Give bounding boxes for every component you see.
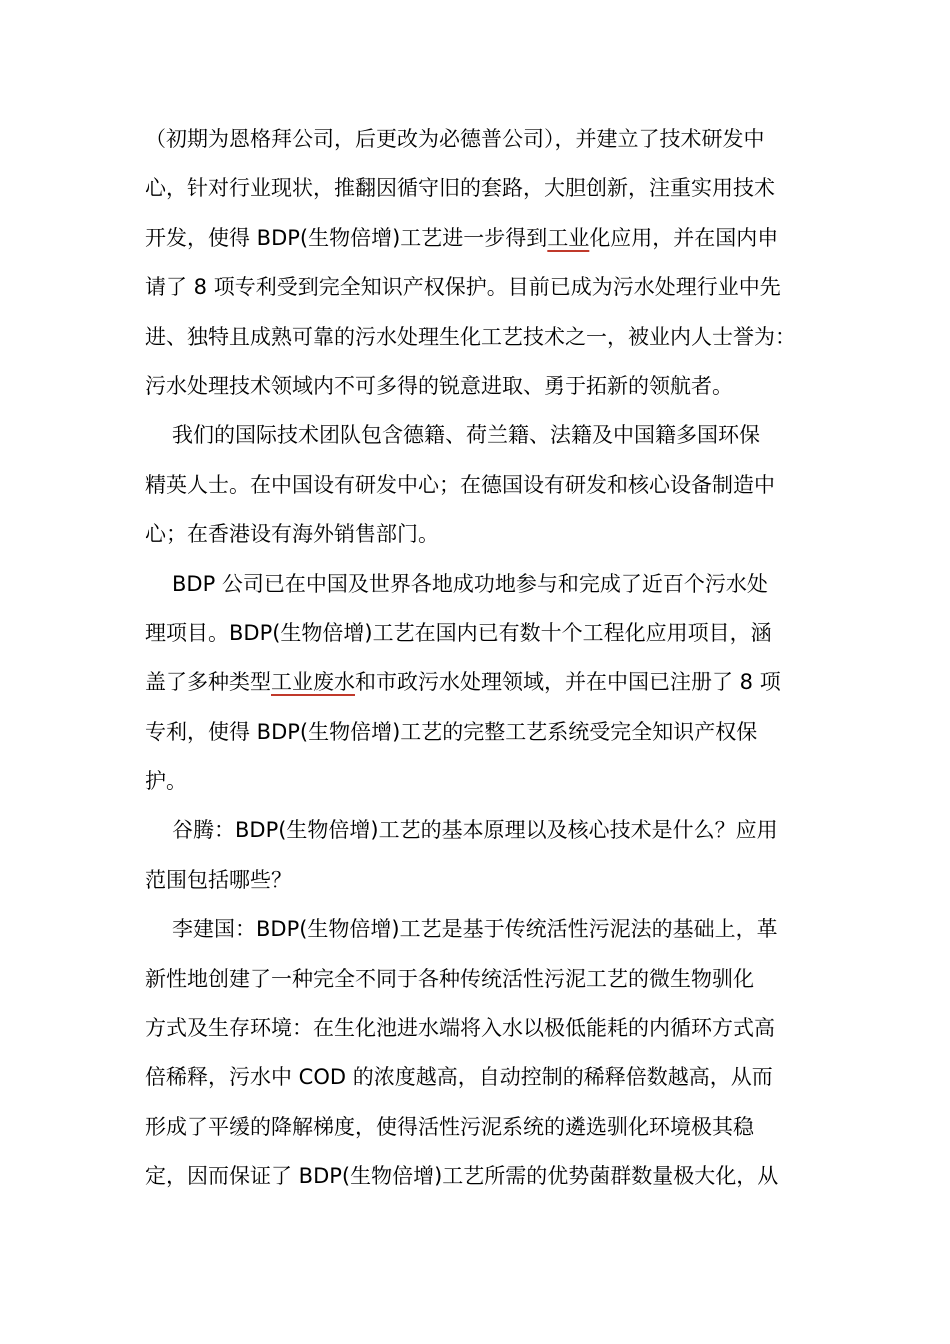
text-line xyxy=(145,1004,810,1053)
document-body xyxy=(145,115,810,1202)
text-line xyxy=(145,560,810,609)
text-line xyxy=(145,1152,810,1201)
text-segment: 谷腾：BDP(生物倍增)工艺的基本原理以及核心技术是什么？应用 xyxy=(172,818,778,843)
text-line xyxy=(145,757,810,806)
text-segment: 进、独特且成熟可靠的污水处理生化工艺技术之一，被业内人士誉为： xyxy=(145,324,796,349)
text-segment: 定，因而保证了 BDP(生物倍增)工艺所需的优势菌群数量极大化，从 xyxy=(145,1164,779,1189)
text-line xyxy=(145,658,810,707)
text-segment: 理项目。BDP(生物倍增)工艺在国内已有数十个工程化应用项目，涵 xyxy=(145,620,772,645)
text-segment: 范围包括哪些？ xyxy=(145,867,292,892)
text-segment: 化应用，并在国内申 xyxy=(589,225,779,250)
text-line xyxy=(145,164,810,213)
text-segment: 污水处理技术领域内不可多得的锐意进取、勇于拓新的领航者。 xyxy=(145,373,733,398)
text-segment: 方式及生存环境：在生化池进水端将入水以极低能耗的内循环方式高 xyxy=(145,1016,775,1041)
text-segment: 护。 xyxy=(145,769,187,794)
text-line xyxy=(145,856,810,905)
text-line xyxy=(145,461,810,510)
text-segment: 心，针对行业现状，推翻因循守旧的套路，大胆创新，注重实用技术 xyxy=(145,176,775,201)
text-line xyxy=(145,510,810,559)
text-segment: 请了 8 项专利受到完全知识产权保护。目前已成为污水处理行业中先 xyxy=(145,275,781,300)
text-line xyxy=(145,1103,810,1152)
text-segment: 李建国：BDP(生物倍增)工艺是基于传统活性污泥法的基础上，革 xyxy=(172,917,778,942)
text-line xyxy=(145,806,810,855)
text-line xyxy=(145,313,810,362)
text-segment: 和市政污水处理领域，并在中国已注册了 8 项 xyxy=(355,670,781,695)
text-line xyxy=(145,955,810,1004)
text-line xyxy=(145,263,810,312)
text-segment: （初期为恩格拜公司，后更改为必德普公司），并建立了技术研发中 xyxy=(145,127,765,151)
text-segment: 开发，使得 BDP(生物倍增)工艺进一步得到 xyxy=(145,225,548,250)
text-line xyxy=(145,411,810,460)
spellcheck-underlined-word[interactable]: 工业废水 xyxy=(271,670,355,695)
text-line xyxy=(145,362,810,411)
text-segment: 心；在香港设有海外销售部门。 xyxy=(145,522,439,547)
text-segment: 我们的国际技术团队包含德籍、荷兰籍、法籍及中国籍多国环保 xyxy=(172,423,760,448)
text-segment: 精英人士。在中国设有研发中心；在德国设有研发和核心设备制造中 xyxy=(145,472,775,497)
text-line xyxy=(145,214,810,263)
spellcheck-underlined-word[interactable]: 工业 xyxy=(547,225,590,250)
text-line xyxy=(145,609,810,658)
text-line xyxy=(145,1053,810,1102)
text-line xyxy=(145,115,810,164)
text-line xyxy=(145,708,810,757)
text-segment: BDP 公司已在中国及世界各地成功地参与和完成了近百个污水处 xyxy=(172,571,768,596)
text-segment: 倍稀释，污水中 COD 的浓度越高，自动控制的稀释倍数越高，从而 xyxy=(145,1065,773,1090)
text-segment: 新性地创建了一种完全不同于各种传统活性污泥工艺的微生物驯化 xyxy=(145,966,754,991)
text-line xyxy=(145,905,810,954)
text-segment: 形成了平缓的降解梯度，使得活性污泥系统的遴选驯化环境极其稳 xyxy=(145,1114,754,1139)
text-segment: 专利，使得 BDP(生物倍增)工艺的完整工艺系统受完全知识产权保 xyxy=(145,719,758,744)
text-segment: 盖了多种类型 xyxy=(145,670,271,695)
